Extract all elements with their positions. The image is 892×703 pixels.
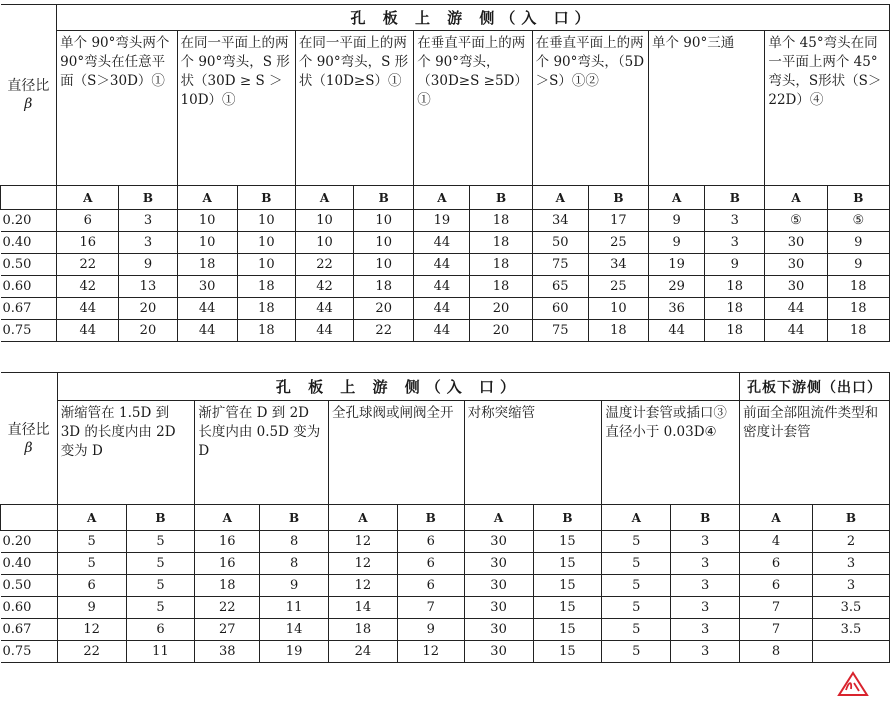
column-b-label: B (119, 186, 177, 210)
column-description: 单个 90°三通 (649, 31, 765, 186)
table-cell: 14 (329, 597, 398, 619)
table-cell: 18 (827, 298, 889, 320)
table-cell: 44 (295, 298, 353, 320)
table-cell: 19 (649, 254, 705, 276)
table-cell: 34 (588, 254, 648, 276)
column-a-label: A (765, 186, 827, 210)
table-cell: 34 (532, 210, 588, 232)
table-cell: 9 (649, 232, 705, 254)
table-cell: 5 (126, 575, 195, 597)
table-row (1, 575, 890, 597)
table-cell: 3 (671, 553, 740, 575)
upstream-header: 孔 板 上 游 侧（入 口） (57, 5, 890, 31)
table-cell: 10 (177, 232, 237, 254)
table-cell: 6 (740, 575, 813, 597)
table-cell: 9 (649, 210, 705, 232)
table-cell: 18 (588, 320, 648, 342)
table-cell: 7 (397, 597, 464, 619)
table-cell: 30 (464, 641, 533, 663)
table-cell: 9 (397, 619, 464, 641)
table-cell: 29 (649, 276, 705, 298)
table-cell: 18 (237, 276, 295, 298)
table-cell: 25 (588, 232, 648, 254)
ratio-label-2: 直径比 (7, 421, 50, 438)
column-a-label: A (57, 505, 126, 531)
stamp-mark-icon (837, 671, 869, 697)
table-cell: 30 (464, 619, 533, 641)
column-a-label: A (414, 186, 470, 210)
table-cell: 75 (532, 254, 588, 276)
table-cell: 3 (671, 641, 740, 663)
table-cell: 8 (740, 641, 813, 663)
column-b-label: B (813, 505, 890, 531)
table-cell: 6 (397, 575, 464, 597)
table-cell: 18 (237, 298, 295, 320)
ratio-header-cell (1, 5, 57, 186)
table-cell: 6 (740, 553, 813, 575)
ab-row-spacer (1, 186, 57, 210)
table-cell (813, 641, 890, 663)
table-cell: 44 (765, 298, 827, 320)
beta-value: 0.40 (1, 553, 58, 575)
table-row (1, 298, 890, 320)
beta-value: 0.50 (1, 575, 58, 597)
table-row (1, 619, 890, 641)
table-row (1, 641, 890, 663)
beta-value: 0.50 (1, 254, 57, 276)
table-cell: 10 (295, 232, 353, 254)
table-cell: 9 (119, 254, 177, 276)
table-cell: 22 (57, 254, 119, 276)
table-cell: 30 (464, 531, 533, 553)
beta-value: 0.20 (1, 531, 58, 553)
table-cell: 19 (414, 210, 470, 232)
column-description: 对称突缩管 (464, 401, 602, 505)
column-description: 渐缩管在 1.5D 到 3D 的长度内由 2D 变为 D (57, 401, 195, 505)
column-a-label: A (177, 186, 237, 210)
table-cell: 5 (602, 575, 671, 597)
table-cell: 18 (329, 619, 398, 641)
table-cell: ⑤ (765, 210, 827, 232)
table-cell: 44 (177, 320, 237, 342)
ab-row-spacer-2 (1, 505, 58, 531)
table-cell: 15 (533, 597, 602, 619)
ratio-header-cell-2 (1, 373, 58, 505)
column-description: 全孔球阀或闸阀全开 (329, 401, 465, 505)
table-cell: 6 (397, 531, 464, 553)
table-cell: 11 (260, 597, 329, 619)
table-cell: 18 (705, 320, 765, 342)
table-row (1, 210, 890, 232)
table-cell: 50 (532, 232, 588, 254)
column-b-label: B (397, 505, 464, 531)
table-cell: 3 (119, 232, 177, 254)
table-cell: 3 (813, 575, 890, 597)
table-cell: ⑤ (827, 210, 889, 232)
beta-value: 0.20 (1, 210, 57, 232)
ratio-label: 直径比 (7, 78, 50, 94)
table-cell: 3 (119, 210, 177, 232)
table-cell: 5 (602, 531, 671, 553)
table-cell: 5 (602, 641, 671, 663)
column-b-label: B (470, 186, 532, 210)
table-cell: 18 (237, 320, 295, 342)
table-cell: 9 (827, 254, 889, 276)
table-cell: 5 (57, 553, 126, 575)
table-cell: 18 (354, 276, 414, 298)
table-cell: 18 (705, 276, 765, 298)
table-cell: 10 (354, 210, 414, 232)
table-cell: 3 (671, 597, 740, 619)
table-cell: 30 (177, 276, 237, 298)
table-cell: 5 (602, 597, 671, 619)
table-cell: 19 (260, 641, 329, 663)
column-b-label: B (827, 186, 889, 210)
table-cell: 13 (119, 276, 177, 298)
table-row (1, 553, 890, 575)
table-cell: 15 (533, 619, 602, 641)
table-cell: 6 (126, 619, 195, 641)
table-cell: 16 (57, 232, 119, 254)
table-cell: 75 (532, 320, 588, 342)
table-cell: 18 (470, 232, 532, 254)
table-row (1, 232, 890, 254)
column-b-label: B (237, 186, 295, 210)
table-cell: 18 (827, 320, 889, 342)
beta-value: 0.67 (1, 619, 58, 641)
column-description: 在同一平面上的两个 90°弯头，S 形状（10D≥S）① (295, 31, 413, 186)
table-cell: 17 (588, 210, 648, 232)
table-cell: 6 (397, 553, 464, 575)
table-cell: 10 (354, 232, 414, 254)
column-b-label: B (354, 186, 414, 210)
table-cell: 9 (705, 254, 765, 276)
table-cell: 44 (414, 298, 470, 320)
table-cell: 9 (260, 575, 329, 597)
upstream-header-2: 孔 板 上 游 侧（入 口） (57, 373, 739, 401)
table-cell: 30 (765, 232, 827, 254)
table-cell: 42 (57, 276, 119, 298)
table-cell: 14 (260, 619, 329, 641)
table-cell: 10 (295, 210, 353, 232)
table-cell: 44 (649, 320, 705, 342)
table-cell: 30 (464, 553, 533, 575)
table-cell: 7 (740, 597, 813, 619)
table-cell: 10 (237, 232, 295, 254)
column-description: 在垂直平面上的两个 90°弯头，（30D≥S ≥5D）① (414, 31, 532, 186)
table-cell: 6 (57, 575, 126, 597)
table-cell: 8 (260, 531, 329, 553)
column-description: 单个 45°弯头在同一平面上两个 45°弯头，S形状（S＞22D）④ (765, 31, 890, 186)
table-cell: 10 (237, 254, 295, 276)
column-description: 单个 90°弯头两个 90°弯头在任意平面（S＞30D）① (57, 31, 177, 186)
column-description: 前面全部阻流件类型和密度计套管 (740, 401, 890, 505)
table-cell: 10 (588, 298, 648, 320)
table-cell: 9 (827, 232, 889, 254)
table-cell: 5 (602, 553, 671, 575)
table-cell: 16 (195, 553, 260, 575)
column-a-label: A (295, 186, 353, 210)
table-cell: 30 (765, 254, 827, 276)
table-cell: 15 (533, 641, 602, 663)
table-cell: 22 (295, 254, 353, 276)
table-cell: 24 (329, 641, 398, 663)
table-cell: 3 (671, 531, 740, 553)
beta-value: 0.60 (1, 276, 57, 298)
table-cell: 15 (533, 575, 602, 597)
column-b-label: B (260, 505, 329, 531)
table-cell: 20 (354, 298, 414, 320)
beta-symbol-2: β (24, 439, 33, 456)
table-cell: 5 (126, 531, 195, 553)
table-row (1, 254, 890, 276)
table-cell: 22 (354, 320, 414, 342)
table-row (1, 276, 890, 298)
table-cell: 15 (533, 531, 602, 553)
column-description: 在同一平面上的两个 90°弯头，S 形状（30D ≥ S ＞ 10D）① (177, 31, 295, 186)
column-a-label: A (195, 505, 260, 531)
table-cell: 12 (329, 553, 398, 575)
table-cell: 3.5 (813, 597, 890, 619)
table-cell: 7 (740, 619, 813, 641)
table-cell: 3.5 (813, 619, 890, 641)
column-description: 渐扩管在 D 到 2D 长度内由 0.5D 变为 D (195, 401, 329, 505)
table-cell: 44 (414, 320, 470, 342)
table-cell: 5 (57, 531, 126, 553)
beta-value: 0.75 (1, 641, 58, 663)
table-cell: 3 (705, 210, 765, 232)
table-cell: 18 (470, 254, 532, 276)
table-cell: 12 (329, 531, 398, 553)
table-cell: 44 (765, 320, 827, 342)
table-cell: 18 (705, 298, 765, 320)
table-cell: 30 (464, 597, 533, 619)
table-cell: 30 (464, 575, 533, 597)
table-cell: 18 (470, 210, 532, 232)
table-cell: 6 (57, 210, 119, 232)
table-cell: 44 (177, 298, 237, 320)
table-cell: 5 (602, 619, 671, 641)
column-b-label: B (588, 186, 648, 210)
downstream-header: 孔板下游侧（出口） (740, 373, 890, 401)
table-cell: 42 (295, 276, 353, 298)
table-row (1, 320, 890, 342)
table-cell: 15 (533, 553, 602, 575)
table-cell: 38 (195, 641, 260, 663)
table-cell: 36 (649, 298, 705, 320)
table-cell: 5 (126, 597, 195, 619)
table-cell: 3 (671, 619, 740, 641)
table-cell: 4 (740, 531, 813, 553)
table-cell: 20 (470, 320, 532, 342)
table-cell: 12 (397, 641, 464, 663)
table-row (1, 597, 890, 619)
table-cell: 18 (177, 254, 237, 276)
table-cell: 20 (119, 298, 177, 320)
table-cell: 44 (57, 298, 119, 320)
table-cell: 22 (195, 597, 260, 619)
table-cell: 18 (827, 276, 889, 298)
table-row (1, 531, 890, 553)
column-a-label: A (649, 186, 705, 210)
table-cell: 10 (237, 210, 295, 232)
column-b-label: B (671, 505, 740, 531)
column-b-label: B (705, 186, 765, 210)
column-b-label: B (533, 505, 602, 531)
column-a-label: A (602, 505, 671, 531)
straight-length-table-upper (0, 4, 890, 342)
column-description: 温度计套管或插口③ 直径小于 0.03D④ (602, 401, 740, 505)
table-cell: 20 (119, 320, 177, 342)
column-a-label: A (464, 505, 533, 531)
table-cell: 20 (470, 298, 532, 320)
column-a-label: A (532, 186, 588, 210)
table-cell: 44 (295, 320, 353, 342)
table-cell: 2 (813, 531, 890, 553)
column-b-label: B (126, 505, 195, 531)
table-cell: 5 (126, 553, 195, 575)
table-cell: 30 (765, 276, 827, 298)
table-cell: 44 (414, 232, 470, 254)
table-cell: 44 (414, 276, 470, 298)
table-cell: 44 (57, 320, 119, 342)
table-cell: 10 (354, 254, 414, 276)
table-cell: 65 (532, 276, 588, 298)
straight-length-table-lower (0, 372, 890, 663)
beta-value: 0.67 (1, 298, 57, 320)
table-cell: 10 (177, 210, 237, 232)
column-a-label: A (740, 505, 813, 531)
table-cell: 18 (195, 575, 260, 597)
table-cell: 44 (414, 254, 470, 276)
table-cell: 60 (532, 298, 588, 320)
column-a-label: A (57, 186, 119, 210)
column-a-label: A (329, 505, 398, 531)
table-cell: 27 (195, 619, 260, 641)
table-cell: 9 (57, 597, 126, 619)
beta-symbol: β (24, 96, 33, 112)
table-cell: 22 (57, 641, 126, 663)
column-description: 在垂直平面上的两个 90°弯头，（5D＞S）①② (532, 31, 648, 186)
table-cell: 12 (329, 575, 398, 597)
table-cell: 18 (470, 276, 532, 298)
table-cell: 3 (813, 553, 890, 575)
table-cell: 25 (588, 276, 648, 298)
table-cell: 3 (705, 232, 765, 254)
table-cell: 16 (195, 531, 260, 553)
table-cell: 11 (126, 641, 195, 663)
table-cell: 8 (260, 553, 329, 575)
beta-value: 0.40 (1, 232, 57, 254)
beta-value: 0.75 (1, 320, 57, 342)
beta-value: 0.60 (1, 597, 58, 619)
table-cell: 12 (57, 619, 126, 641)
table-cell: 3 (671, 575, 740, 597)
